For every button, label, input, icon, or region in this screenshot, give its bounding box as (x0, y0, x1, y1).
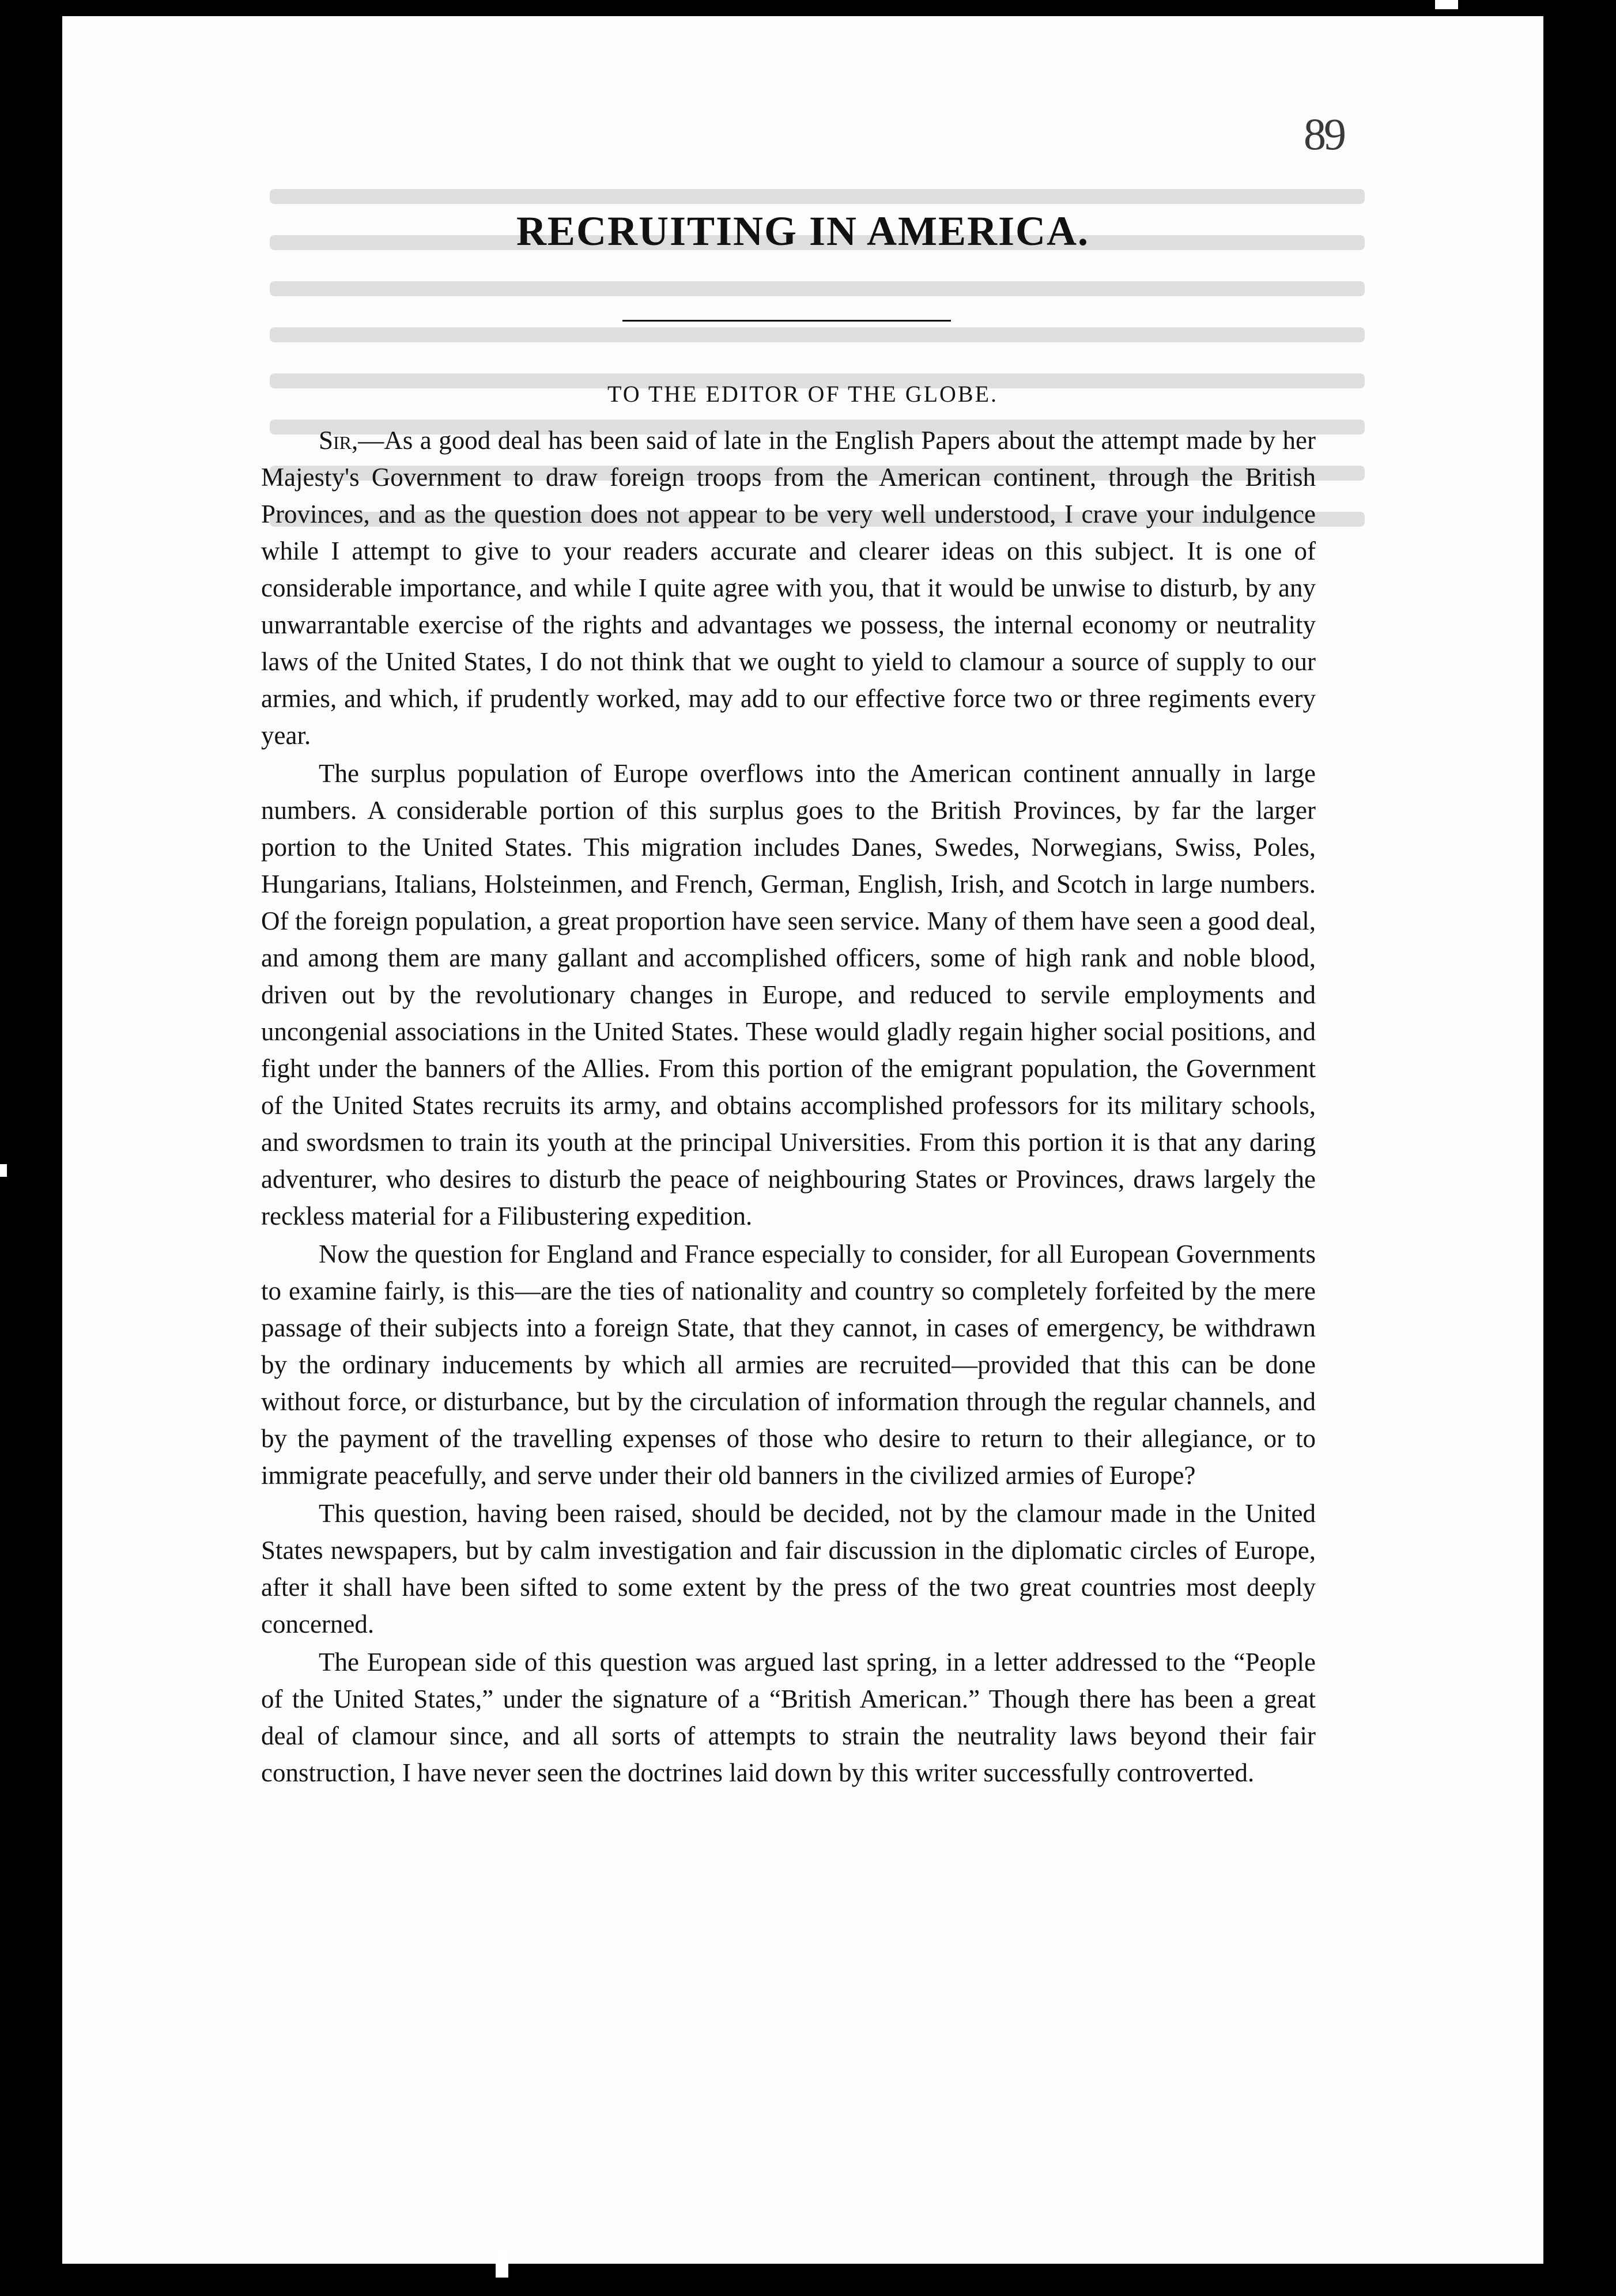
title-rule (622, 320, 951, 322)
paragraph (261, 422, 1316, 754)
paragraph-text: —As a good deal has been said of late in the English Papers about the attempt made by her Majesty's Government to draw foreign troops from the American continent, through the British Provinces, and as the question does not appear to be very well understood, I crave your indulgence while I attempt to give to your readers accurate and clearer ideas on this subject. It is one of considerable importance, and while I quite agree with you, that it would be unwise to disturb, by any unwarrantable exercise of the rights and advantages we possess, the internal economy or neutrality laws of the United States, I do not think that we ought to yield to clamour a source of supply to our armies, and which, if prudently worked, may add to our effective force two or three regiments every year. (261, 426, 1316, 750)
document-title: RECRUITING IN AMERICA. (516, 208, 1090, 254)
paragraph: The surplus population of Europe overflows into the American continent annually in large numbers. A considerable portion of this surplus goes to the British Provinces, by far the larger portion to the United States. This migration includes Danes, Swedes, Norwegians, Swiss, Poles, Hungarians, Italians, Holsteinmen, and French, German, English, Irish, and Scotch in large numbers. Of the foreign population, a great proportion have seen service. Many of them have seen a good deal, and among them are many gallant and accomplished officers, some of high rank and noble blood, driven out by the revolutionary changes in Europe, and reduced to servile employments and uncongenial associations in the United States. These would gladly regain higher social positions, and fight under the banners of the Allies. From this portion of the emigrant population, the Government of the United States recruits its army, and obtains accomplished professors for its military schools, and swordsmen to train its youth at the principal Universities. From this portion it is that any daring adventurer, who desires to disturb the peace of neighbouring States or Provinces, draws largely the reckless material for a Filibustering expedition. (261, 759, 1316, 1230)
salutation: TO THE EDITOR OF THE GLOBE. (607, 381, 999, 407)
paragraph-lead: Sir, (319, 426, 358, 455)
paragraph: Now the question for England and France especially to consider, for all European Governments to examine fairly, is this—are the ties of nationality and country so completely forfeited by the mere passage of their subjects into a foreign State, that they cannot, in cases of emergency, be withdrawn by the ordinary inducements by which all armies are recruited—provided that this can be done without force, or disturbance, but by the circulation of information through the regular channels, and by the payment of the travelling expenses of those who desire to return to their allegiance, or to immigrate peacefully, and serve under their old banners in the civilized armies of Europe? (261, 1240, 1316, 1490)
paragraph: The European side of this question was argued last spring, in a letter addressed to the “People of the United States,” under the signature of a “British American.” Though there has been a great deal of clamour since, and all sorts of attempts to strain the neutrality laws beyond their fair construction, I have never seen the doctrines laid down by this writer successfully controverted. (261, 1648, 1316, 1787)
letter-body (261, 422, 1316, 1792)
paragraph: This question, having been raised, should be decided, not by the clamour made in the United States newspapers, but by calm investigation and fair discussion in the diplomatic circles of Europe, after it shall have been sifted to some extent by the press of the two great countries most deeply concerned. (261, 1499, 1316, 1638)
page-number: 89 (1304, 109, 1344, 159)
